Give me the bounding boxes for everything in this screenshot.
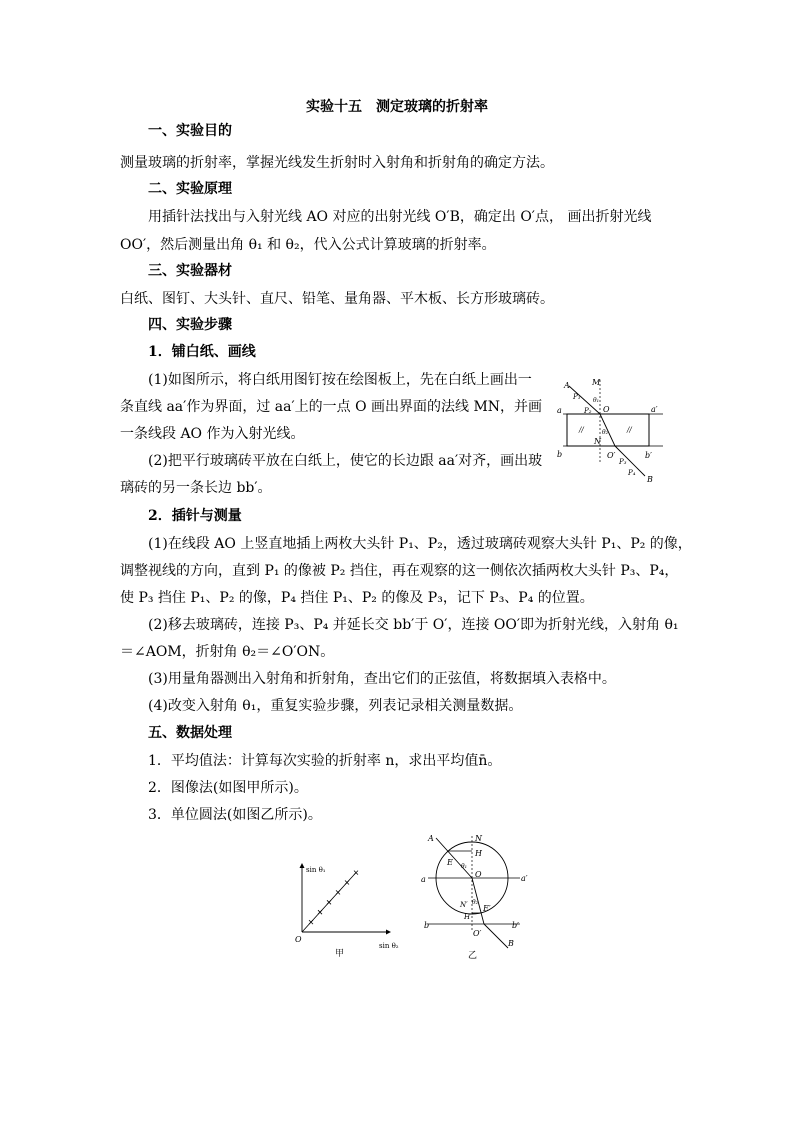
label-theta1: θ₁ <box>461 863 468 870</box>
label-O-prime: O′ <box>473 929 482 938</box>
hatch-mark-left: // <box>579 426 584 434</box>
data-point-mark <box>309 920 313 924</box>
data-method-2: 2．图像法(如图甲所示)。 <box>148 780 308 796</box>
label-B: B <box>508 939 514 948</box>
label-N: N <box>475 834 482 843</box>
caption-jia: 甲 <box>335 949 345 959</box>
equipment-text: 白纸、图钉、大头针、直尺、铅笔、量角器、平木板、长方形玻璃砖。 <box>120 291 554 307</box>
section-heading-principle: 二、实验原理 <box>148 181 232 197</box>
data-point-mark <box>354 871 358 875</box>
data-method-1: 1．平均值法：计算每次实验的折射率 n，求出平均值n̄。 <box>148 753 502 769</box>
section-heading-equipment: 三、实验器材 <box>148 263 232 279</box>
principle-line-1: 用插针法找出与入射光线 AO 对应的出射光线 O′B，确定出 O′点， 画出折射光线 <box>148 209 652 225</box>
step2-line-6: (3)用量角器测出入射角和折射角，查出它们的正弦值，将数据填入表格中。 <box>148 671 616 687</box>
incident-ray <box>436 838 472 878</box>
label-a: a <box>421 875 426 884</box>
data-point-mark <box>318 910 322 914</box>
data-point-mark <box>336 890 340 894</box>
x-axis-label: sin θ₂ <box>379 942 399 950</box>
section-heading-data: 五、数据处理 <box>148 725 232 741</box>
label-theta2: θ₂ <box>602 429 609 436</box>
caption-yi: 乙 <box>468 951 478 960</box>
label-H-prime: H′ <box>464 913 472 921</box>
label-P4: P₄ <box>628 469 636 477</box>
step1-line-4: (2)把平行玻璃砖平放在白纸上，使它的长边跟 aa′对齐，画出玻 <box>148 453 543 469</box>
label-E-prime: E′ <box>483 904 491 913</box>
label-P3: P₃ <box>619 458 627 466</box>
y-axis-label: sin θ₁ <box>306 866 326 874</box>
data-method-3: 3．单位圆法(如图乙所示)。 <box>148 807 322 823</box>
origin-label: O <box>295 935 302 944</box>
step2-line-1: (1)在线段 AO 上竖直地插上两枚大头针 P₁、P₂，透过玻璃砖观察大头针 P₁、P₂ 的像， <box>148 536 692 552</box>
data-point-mark <box>345 881 349 885</box>
unit-circle-figure <box>420 832 532 960</box>
glass-block-figure <box>555 372 670 487</box>
label-O: O <box>475 870 482 879</box>
label-a-prime: a′ <box>651 405 658 414</box>
step2-line-2: 调整视线的方向，直到 P₁ 的像被 P₂ 挡住，再在观察的这一侧依次插两枚大头针 P₃、P₄， <box>120 563 679 579</box>
label-b-prime: b′ <box>512 921 519 930</box>
label-A: A <box>428 834 434 843</box>
step1-line-3: 一条线段 AO 作为入射光线。 <box>120 426 305 442</box>
step2-line-5: ＝∠AOM，折射角 θ₂＝∠O′ON。 <box>120 644 335 660</box>
label-P2: P₂ <box>584 407 592 415</box>
label-N-prime: N′ <box>460 901 468 909</box>
label-theta2: θ₂ <box>472 899 479 906</box>
label-P1: P₁ <box>573 393 581 401</box>
step1-line-2: 条直线 aa′作为界面，过 aa′上的一点 O 画出界面的法线 MN，并画 <box>120 399 543 415</box>
label-b: b <box>424 921 430 930</box>
step2-line-7: (4)改变入射角 θ₁，重复实验步骤，列表记录相关测量数据。 <box>148 698 523 714</box>
emergent-ray <box>484 924 508 948</box>
step1-heading: 1．铺白纸、画线 <box>148 344 256 360</box>
label-N: N <box>594 437 601 446</box>
step2-line-3: 使 P₃ 挡住 P₁、P₂ 的像，P₄ 挡住 P₁、P₂ 的像及 P₃，记下 P₃、P₄ 的位置。 <box>120 590 594 606</box>
sin-plot-figure <box>290 862 400 962</box>
y-axis-arrow <box>300 863 305 868</box>
label-M: M <box>592 378 601 387</box>
step2-line-4: (2)移去玻璃砖，连接 P₃、P₄ 并延长交 bb′于 O′，连接 OO′即为折射光线，入射角 θ₁ <box>148 617 679 633</box>
label-E: E <box>447 858 453 867</box>
label-B: B <box>647 475 653 484</box>
label-b-prime: b′ <box>645 451 652 460</box>
label-H: H <box>475 849 482 858</box>
step2-heading: 2．插针与测量 <box>148 508 242 524</box>
label-O-prime: O′ <box>607 451 616 460</box>
label-a-prime: a′ <box>521 874 528 883</box>
section-heading-steps: 四、实验步骤 <box>148 317 232 333</box>
label-theta1: θ₁ <box>593 397 600 404</box>
label-O: O <box>603 405 610 414</box>
hatch-mark-right: // <box>627 426 632 434</box>
x-axis-arrow <box>386 930 391 935</box>
label-A: A <box>564 381 570 390</box>
principle-line-2: OO′，然后测量出角 θ₁ 和 θ₂，代入公式计算玻璃的折射率。 <box>120 237 496 253</box>
page-title: 实验十五 测定玻璃的折射率 <box>306 99 488 115</box>
step1-line-5: 璃砖的另一条长边 bb′。 <box>120 480 272 496</box>
label-a: a <box>557 406 562 415</box>
section-heading-purpose: 一、实验目的 <box>148 123 232 139</box>
purpose-text: 测量玻璃的折射率，掌握光线发生折射时入射角和折射角的确定方法。 <box>120 155 554 171</box>
label-b: b <box>557 450 563 459</box>
step1-line-1: (1)如图所示，将白纸用图钉按在绘图板上，先在白纸上画出一 <box>148 372 532 388</box>
data-point-mark <box>327 900 331 904</box>
